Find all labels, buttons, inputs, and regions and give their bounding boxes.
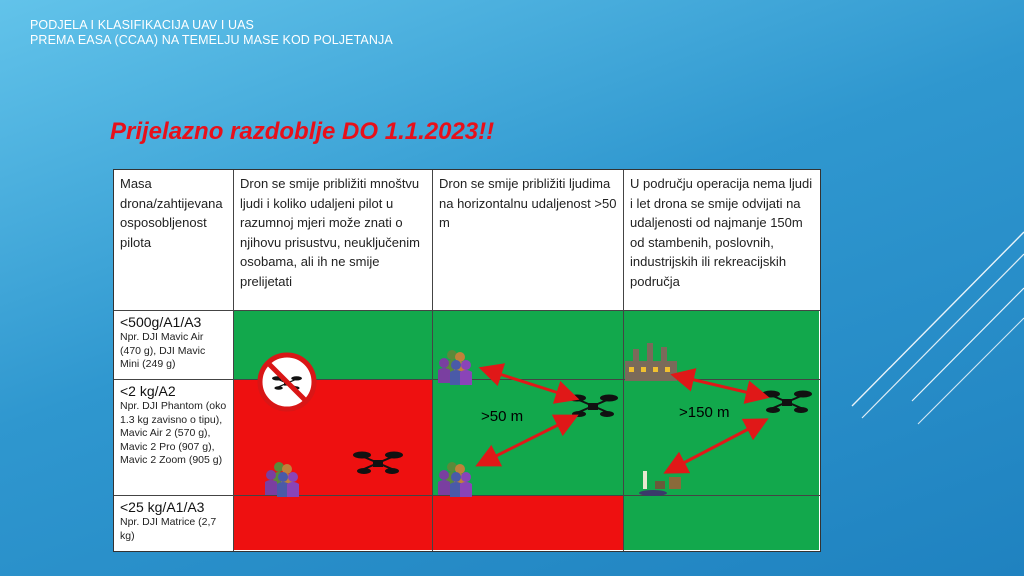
double-arrow-icon [486, 371, 758, 468]
drone-icon [353, 452, 403, 475]
row-2kg-title: <2 kg/A2 [120, 383, 176, 399]
header-50m: Dron se smije približiti ljudima na horizontalnu udaljenost >50 m [439, 176, 617, 230]
header-near-crowd: Dron se smije približiti mnoštvu ljudi i koliko udaljeni pilot u razumnoj mjeri može znati o njihovu prisustvu, neuključenim osobama, ali ih ne smije prelijetati [240, 176, 420, 289]
drone-icon [762, 391, 812, 414]
header-line-2: PREMA EASA (CCAA) NA TEMELJU MASE KOD POLJETANJA [30, 33, 393, 47]
icon-overlay [114, 170, 820, 551]
row-500g-detail: Npr. DJI Mavic Air (470 g), DJI Mavic Mini (249 g) [120, 331, 206, 370]
people-group-icon [438, 462, 472, 497]
factory-icon [625, 343, 677, 381]
header-line-1: PODJELA I KLASIFIKACIJA UAV I UAS [30, 18, 254, 32]
slide-title: Prijelazno razdoblje DO 1.1.2023!! [110, 118, 495, 145]
header-150m: U području operacija nema ljudi i let drona se smije odvijati na udaljenosti od najmanje 150m od stambenih, poslovnih, industrijskih ili rekreacijskih područja [630, 176, 813, 289]
slide-header [30, 18, 393, 48]
drone-icon [568, 395, 618, 418]
distance-label-50m: >50 m [481, 408, 524, 425]
row-2kg-detail: Npr. DJI Phantom (oko 1.3 kg zavisno o tipu), Mavic Air 2 (570 g), Mavic 2 Pro (907 g), Mavic 2 Zoom (905 g) [120, 400, 227, 466]
row-25kg-title: <25 kg/A1/A3 [120, 499, 205, 515]
no-drone-icon [260, 355, 314, 409]
header-mass: Masa drona/zahtijevana osposobljenost pilota [120, 176, 223, 250]
row-25kg-detail: Npr. DJI Matrice (2,7 kg) [120, 516, 217, 542]
distance-label-150m: >150 m [679, 404, 730, 421]
classification-table [113, 169, 821, 552]
industrial-site-icon [639, 471, 681, 496]
row-500g-title: <500g/A1/A3 [120, 314, 202, 330]
people-group-icon [438, 350, 472, 385]
people-group-icon [265, 462, 299, 497]
